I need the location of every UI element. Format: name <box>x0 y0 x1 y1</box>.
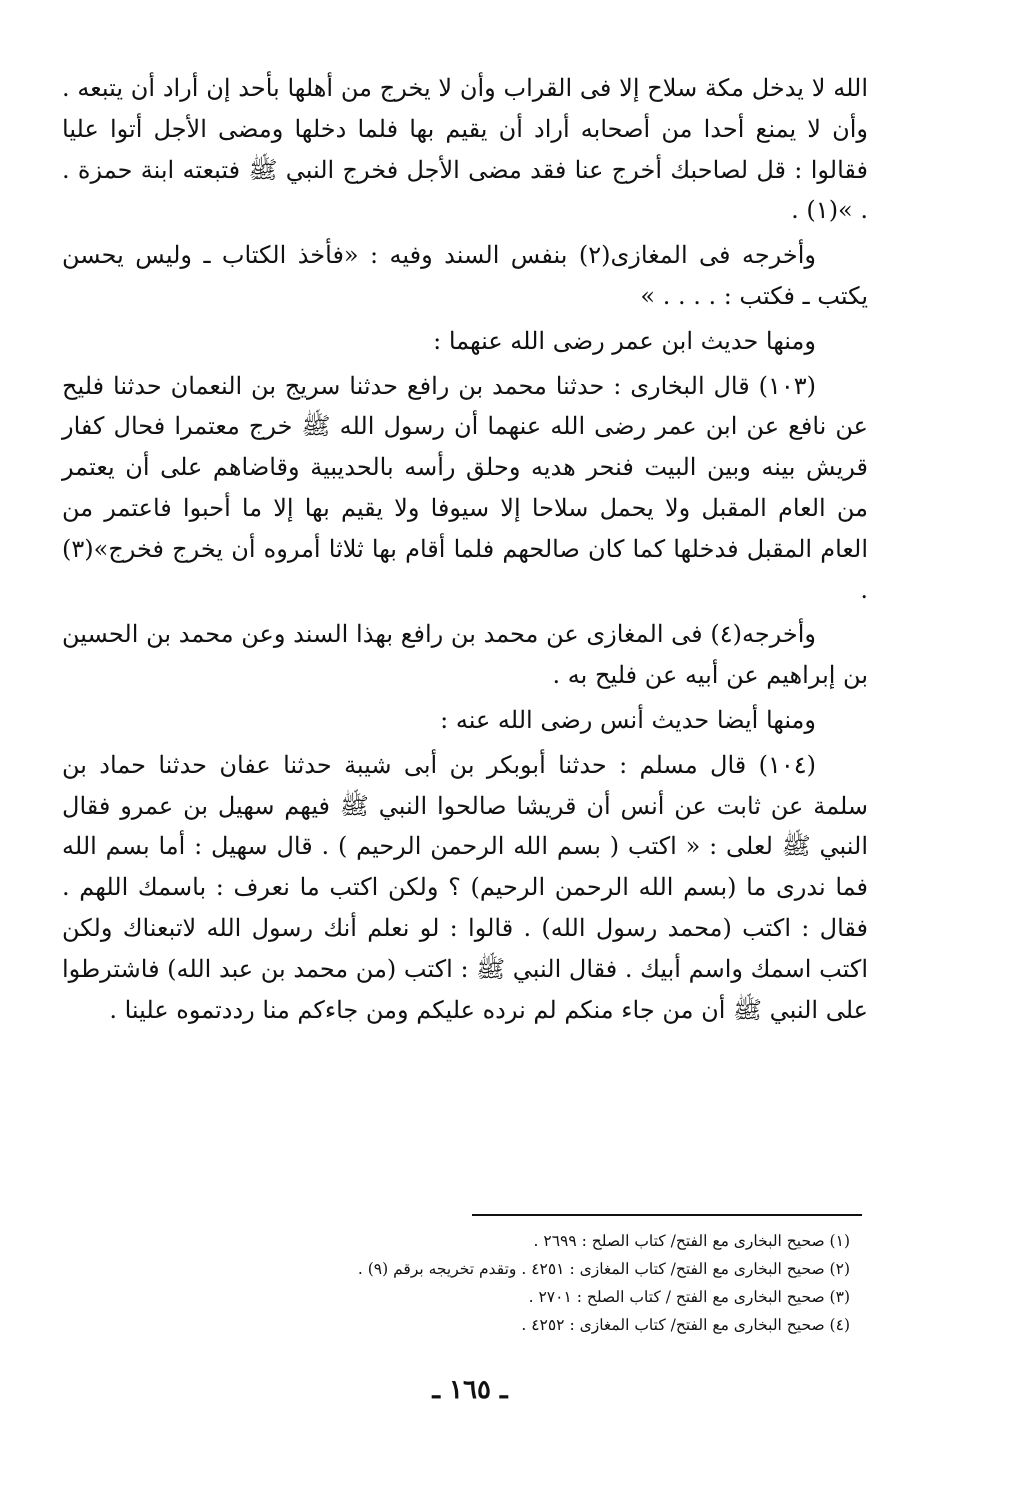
footnote-divider <box>472 1214 862 1216</box>
footnote-1: (١) صحيح البخارى مع الفتح/ كتاب الصلح : ٢٦٩٩ . <box>533 1232 850 1250</box>
footnote-2: (٢) صحيح البخارى مع الفتح/ كتاب المغازى : ٤٢٥١ . وتقدم تخريجه برقم (٩) . <box>357 1260 850 1278</box>
footnotes <box>150 1227 850 1339</box>
paragraph-maghazi-note: وأخرجه فى المغازى(٢) بنفس السند وفيه : «فأخذ الكتاب ـ وليس يحسن يكتب ـ فكتب : . . . . » <box>62 241 868 310</box>
paragraph-anas-heading: ومنها أيضا حديث أنس رضى الله عنه : <box>440 705 816 734</box>
footnote-4: (٤) صحيح البخارى مع الفتح/ كتاب المغازى : ٤٢٥٢ . <box>521 1316 850 1334</box>
paragraph-hadith-103: (١٠٣) قال البخارى : حدثنا محمد بن رافع حدثنا سريج بن النعمان حدثنا فليح عن نافع عن ابن عمر رضى الله عنهما أن رسول الله ﷺ خرج معتمرا فحال كفار قريش بينه وبين البيت فنحر هديه وحلق رأسه بالحديبية وقاضاهم على أن يعتمر من العام المقبل ولا يحمل سلاحا إلا سيوفا ولا يقيم بها إلا ما أحبوا فاعتمر من العام المقبل فدخلها كما كان صالحهم فلما أقام بها ثلاثا أمروه أن يخرج فخرج»(٣) . <box>62 371 868 604</box>
paragraph-hadith-104: (١٠٤) قال مسلم : حدثنا أبوبكر بن أبى شيبة حدثنا عفان حدثنا حماد بن سلمة عن ثابت عن أنس أن قريشا صالحوا النبي ﷺ فيهم سهيل بن عمرو فقال النبي ﷺ لعلى : « اكتب ( بسم الله الرحمن الرحيم ) . قال سهيل : أما بسم الله فما ندرى ما (بسم الله الرحمن الرحيم) ؟ ولكن اكتب ما نعرف : باسمك اللهم . فقال : اكتب (محمد رسول الله) . قالوا : لو نعلم أنك رسول الله لاتبعناك ولكن اكتب اسمك واسم أبيك . فقال النبي ﷺ : اكتب (من محمد بن عبد الله) فاشترطوا على النبي ﷺ أن من جاء منكم لم نرده عليكم ومن جاءكم منا رددتموه علينا . <box>62 750 868 1024</box>
paragraph-ibn-umar-heading: ومنها حديث ابن عمر رضى الله عنهما : <box>433 326 816 355</box>
main-text <box>62 68 868 1034</box>
paragraph-continuation: الله لا يدخل مكة سلاح إلا فى القراب وأن لا يخرج من أهلها بأحد إن أراد أن يتبعه . وأن لا يمنع أحدا من أصحابه أراد أن يقيم بها فلما دخلها ومضى الأجل أتوا عليا فقالوا : قل لصاحبك أخرج عنا فقد مضى الأجل فخرج النبي ﷺ فتبعته ابنة حمزة . . »(١) . <box>62 74 868 225</box>
footnote-3: (٣) صحيح البخارى مع الفتح / كتاب الصلح : ٢٧٠١ . <box>528 1288 850 1306</box>
page-number: ـ ١٦٥ ـ <box>432 1375 508 1405</box>
paragraph-takhrij-4: وأخرجه(٤) فى المغازى عن محمد بن رافع بهذا السند وعن محمد بن الحسين بن إبراهيم عن أبيه عن فليح به . <box>62 620 868 690</box>
